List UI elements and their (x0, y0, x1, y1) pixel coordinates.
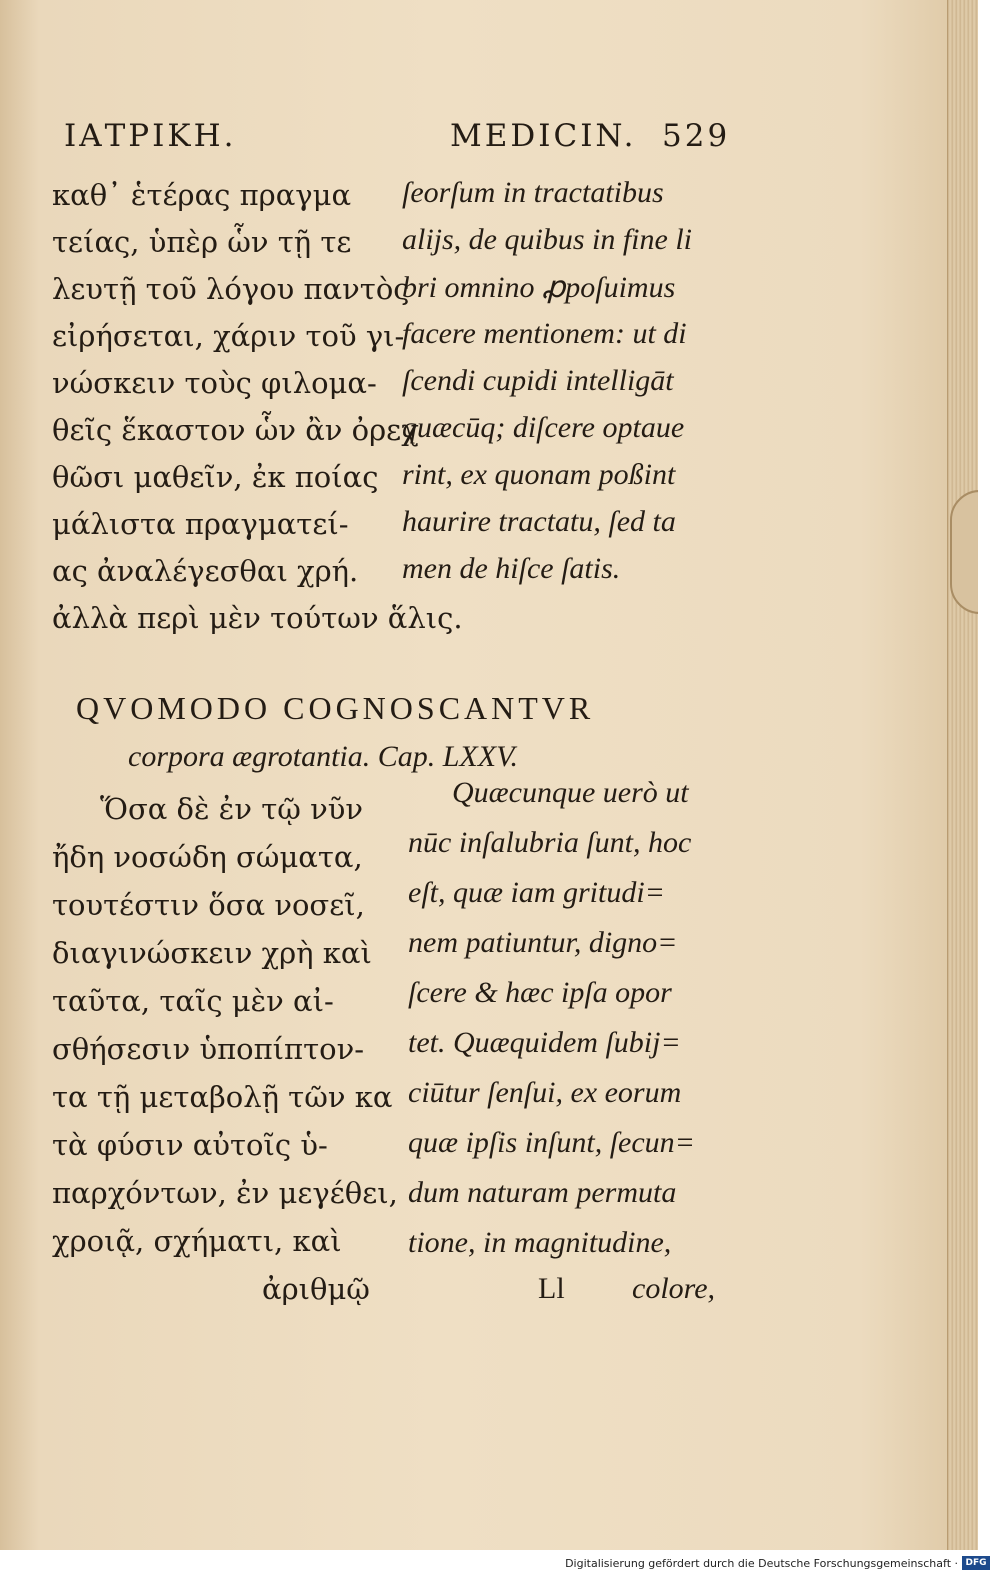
digitization-credit: Digitalisierung gefördert durch die Deutsche Forschungsgemeinschaft · (565, 1557, 958, 1570)
greek-line: τὰ φύσιν αὐτοῖς ὑ- (52, 1128, 328, 1162)
greek-line: ἤδη νοσώδη σώματα, (52, 840, 363, 874)
greek-line: Ὅσα δὲ ἐν τῷ νῦν (100, 792, 363, 826)
greek-line: ταῦτα, ταῖς μὲν αἰ- (52, 984, 334, 1018)
chapter-subheading: corpora ægrotantia. Cap. LXXV. (128, 740, 519, 773)
latin-catchword: colore, (632, 1272, 716, 1305)
latin-line: nem patiuntur, digno= (408, 926, 678, 959)
latin-line: dum naturam permuta (408, 1176, 677, 1209)
latin-line: ſcere & hæc ipſa opor (408, 976, 672, 1009)
greek-line: ἀλλὰ περὶ μὲν τούτων ἅλις. (52, 601, 463, 635)
latin-line: tet. Quæquidem ſubij= (408, 1026, 681, 1059)
greek-line: λευτῇ τοῦ λόγου παντὸς (52, 272, 410, 306)
greek-line: σθήσεσιν ὑποπίπτον- (52, 1032, 365, 1066)
running-head-greek: ΙΑΤΡΙΚΗ. (64, 118, 237, 154)
latin-line: nūc inſalubria ſunt, hoc (408, 826, 692, 859)
running-head-latin: MEDICIN. (450, 118, 637, 154)
page-number: 529 (662, 118, 731, 154)
greek-line: νώσκειν τοὺς φιλομα- (52, 366, 377, 400)
page-edge (947, 0, 978, 1550)
greek-line: διαγινώσκειν χρὴ καὶ (52, 936, 372, 970)
greek-line: τα τῇ μεταβολῇ τῶν κα (52, 1080, 393, 1114)
greek-line: εἰρήσεται, χάριν τοῦ γι- (52, 319, 405, 353)
latin-line: bri omnino ꝓpoſuimus (402, 271, 676, 304)
greek-line: καθ᾽ ἑτέρας πραγμα (52, 178, 352, 212)
greek-line: μάλιστα πραγματεί- (52, 507, 349, 541)
greek-line: τουτέστιν ὅσα νοσεῖ, (52, 888, 365, 922)
latin-line: eſt, quæ iam gritudi= (408, 876, 665, 909)
greek-line: θῶσι μαθεῖν, ἐκ ποίας (52, 460, 379, 494)
latin-line: tione, in magnitudine, (408, 1226, 672, 1259)
greek-line: παρχόντων, ἐν μεγέθει, (52, 1176, 398, 1210)
greek-line: ας ἀναλέγεσθαι χρή. (52, 554, 359, 588)
latin-line: ciūtur ſenſui, ex eorum (408, 1076, 682, 1109)
greek-catchword: ἀριθμῷ (262, 1272, 370, 1306)
latin-line: quæcūq; diſcere optaue (402, 411, 685, 444)
greek-line: θεῖς ἕκαστον ὧν ἂν ὀρεχ (52, 413, 419, 447)
chapter-heading: QVOMODO COGNOSCANTVR (76, 690, 595, 726)
greek-line: τείας, ὑπὲρ ὧν τῇ τε (52, 225, 352, 259)
book-clasp (950, 490, 978, 614)
latin-line: Quæcunque uerò ut (452, 776, 689, 809)
latin-line: ſcendi cupidi intelligāt (402, 364, 674, 397)
latin-line: haurire tractatu, ſed ta (402, 505, 676, 538)
latin-line: ſeorſum in tractatibus (402, 176, 664, 209)
latin-line: alijs, de quibus in fine li (402, 223, 692, 256)
latin-line: rint, ex quonam poßint (402, 458, 676, 491)
dfg-logo: DFG (962, 1556, 990, 1570)
latin-line: quæ ipſis inſunt, ſecun= (408, 1126, 695, 1159)
signature-mark: Ll (538, 1272, 565, 1305)
latin-line: men de hiſce ſatis. (402, 552, 621, 585)
greek-line: χροιᾷ, σχήματι, καὶ (52, 1224, 342, 1258)
latin-line: facere mentionem: ut di (402, 317, 687, 350)
